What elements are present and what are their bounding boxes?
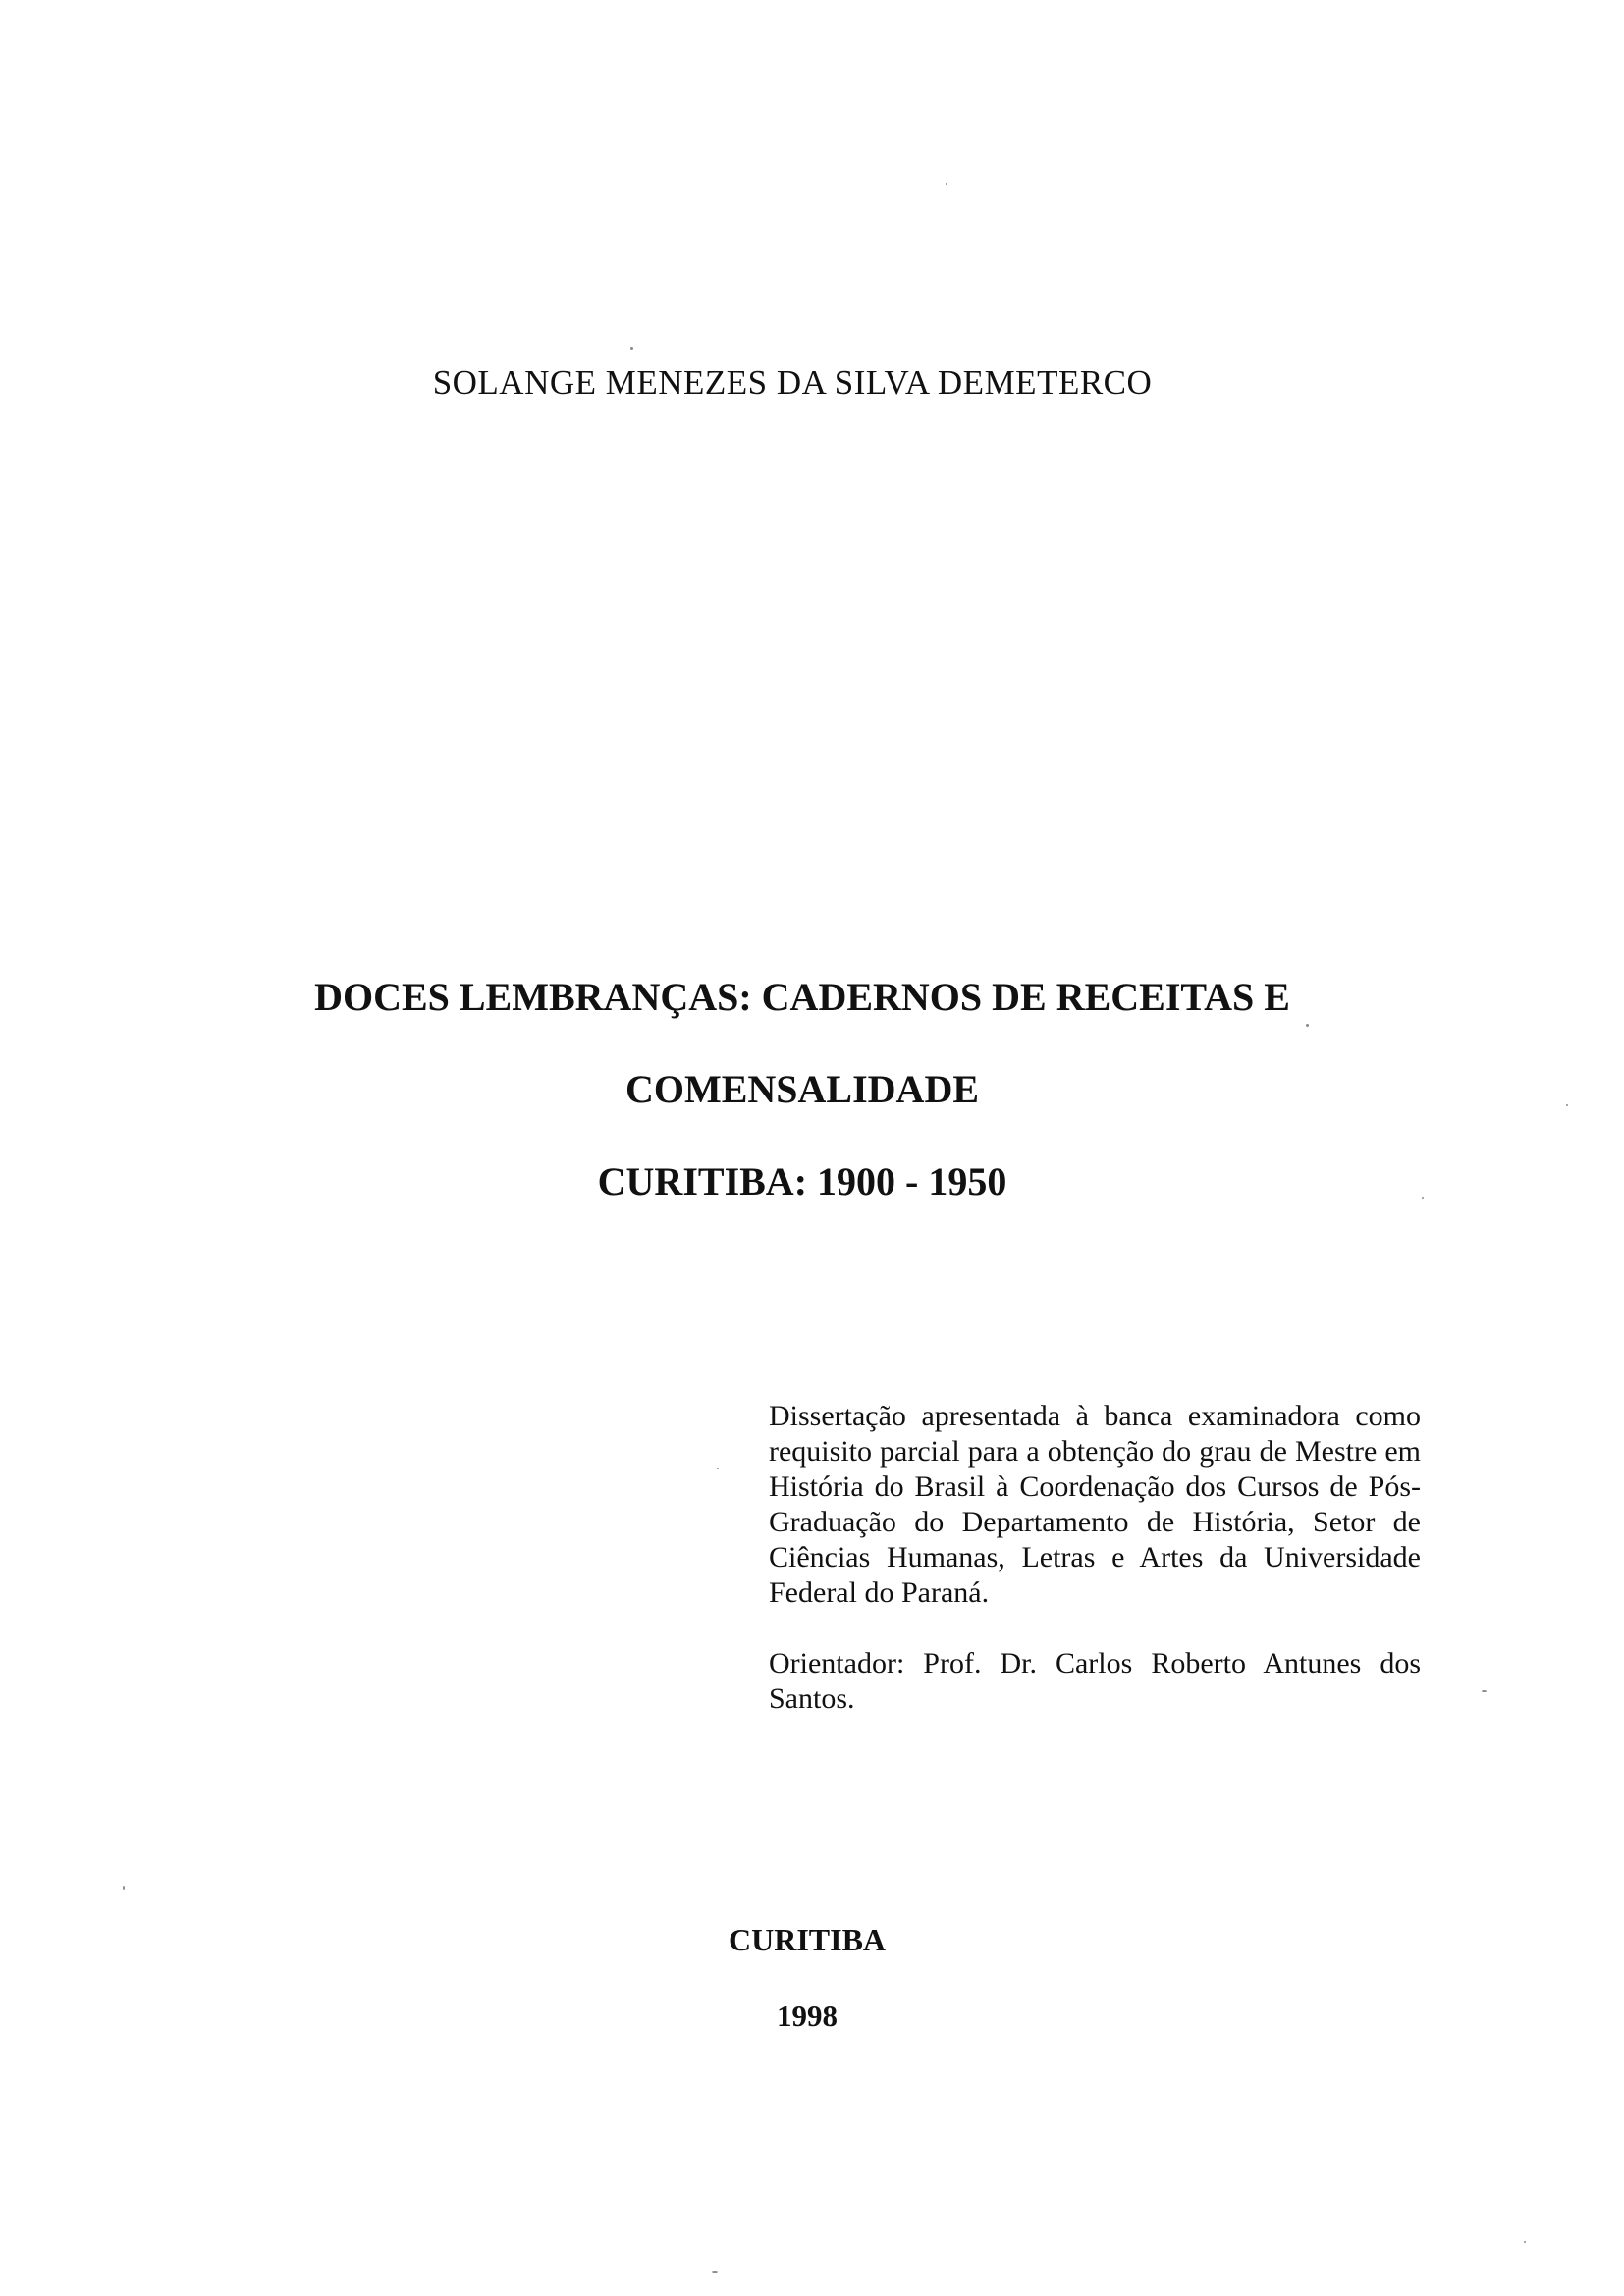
dissertation-note xyxy=(769,1399,1421,1717)
title-line-2: COMENSALIDADE xyxy=(624,1067,980,1111)
title-line-1: DOCES LEMBRANÇAS: CADERNOS DE RECEITAS E xyxy=(314,975,1290,1019)
scan-speck xyxy=(946,183,947,185)
scan-speck xyxy=(123,1886,125,1890)
scan-speck xyxy=(1306,1024,1309,1027)
scan-speck xyxy=(1524,2241,1526,2243)
advisor-statement: Orientador: Prof. Dr. Carlos Roberto Antunes dos Santos. xyxy=(769,1647,1421,1715)
title-line-3: CURITIBA: 1900 - 1950 xyxy=(597,1159,1007,1203)
scan-speck xyxy=(1482,1690,1487,1692)
scan-speck xyxy=(1422,1197,1424,1199)
submission-statement: Dissertação apresentada à banca examinadora como requisito parcial para a obtenção do grau de Mestre em História do Brasil à Coordenação dos Cursos de Pós-Graduação do Departamento de História, Setor de Ciências Humanas, Letras e Artes da Universidade Federal do Paraná. xyxy=(769,1400,1421,1609)
scan-speck xyxy=(630,347,633,350)
author-name: SOLANGE MENEZES DA SILVA DEMETERCO xyxy=(432,363,1153,401)
scan-speck xyxy=(1566,1104,1568,1106)
year-label: 1998 xyxy=(777,1999,838,2033)
place-label: CURITIBA xyxy=(728,1922,887,1957)
scan-speck xyxy=(712,2271,718,2273)
dissertation-title xyxy=(0,975,1624,1255)
scan-speck xyxy=(717,1468,719,1469)
